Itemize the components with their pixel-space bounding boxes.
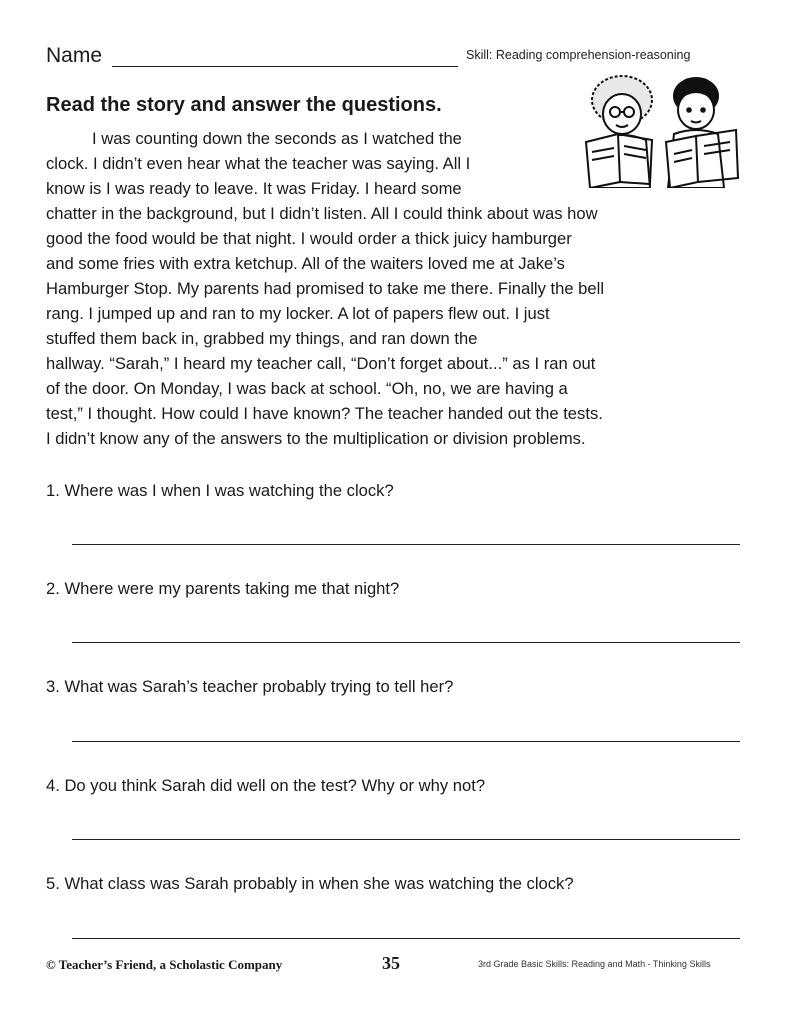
story-line: stuffed them back in, grabbed my things, and ran down the xyxy=(46,329,478,348)
question-3: 3. What was Sarah’s teacher probably trying to tell her? xyxy=(46,677,454,696)
footer-copyright: © Teacher’s Friend, a Scholastic Company xyxy=(46,957,283,972)
question-2: 2. Where were my parents taking me that night? xyxy=(46,579,400,598)
story-line: I didn’t know any of the answers to the multiplication or division problems. xyxy=(46,429,586,448)
answer-line-1[interactable] xyxy=(72,544,740,545)
answer-line-4[interactable] xyxy=(72,839,740,840)
story-line: clock. I didn’t even hear what the teacher was saying. All I xyxy=(46,154,471,173)
story-line: test,” I thought. How could I have known? The teacher handed out the tests. xyxy=(46,404,603,423)
question-5: 5. What class was Sarah probably in when she was watching the clock? xyxy=(46,874,574,893)
boy-figure xyxy=(666,78,738,188)
answer-line-3[interactable] xyxy=(72,741,740,742)
story-line: of the door. On Monday, I was back at school. “Oh, no, we are having a xyxy=(46,379,568,398)
footer-series-title: 3rd Grade Basic Skills: Reading and Math - Thinking Skills xyxy=(478,959,711,969)
question-4: 4. Do you think Sarah did well on the test? Why or why not? xyxy=(46,776,486,795)
question-1: 1. Where was I when I was watching the clock? xyxy=(46,481,394,500)
answer-line-2[interactable] xyxy=(72,642,740,643)
answer-line-5[interactable] xyxy=(72,938,740,939)
story-line: and some fries with extra ketchup. All of the waiters loved me at Jake’s xyxy=(46,254,565,273)
story-line: know is I was ready to leave. It was Friday. I heard some xyxy=(46,179,462,198)
name-write-line[interactable] xyxy=(112,66,458,67)
instructions-heading: Read the story and answer the questions. xyxy=(46,94,442,116)
story-line: I was counting down the seconds as I watched the xyxy=(92,129,462,148)
name-label: Name xyxy=(46,44,103,67)
page-number: 35 xyxy=(382,953,400,973)
girl-figure xyxy=(586,76,652,188)
skill-label: Skill: Reading comprehension-reasoning xyxy=(466,48,691,62)
story-line: Hamburger Stop. My parents had promised to take me there. Finally the bell xyxy=(46,279,605,298)
story-line: rang. I jumped up and ran to my locker. A lot of papers flew out. I just xyxy=(46,304,550,323)
story-line: good the food would be that night. I would order a thick juicy hamburger xyxy=(46,229,572,248)
story-line: hallway. “Sarah,” I heard my teacher call, “Don’t forget about...” as I ran out xyxy=(46,354,596,373)
story-line: chatter in the background, but I didn’t listen. All I could think about was how xyxy=(46,204,598,223)
children-reading-illustration xyxy=(578,70,746,188)
